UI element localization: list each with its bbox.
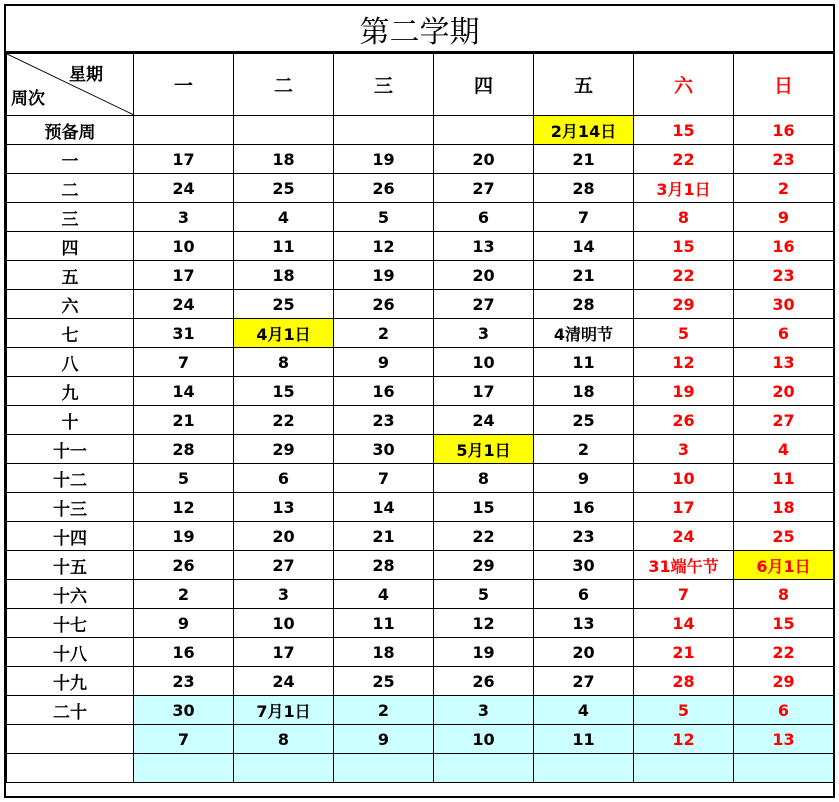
week-row [7,116,834,145]
date-cell: 16 [734,116,834,145]
date-cell: 12 [434,609,534,638]
week-label-cell: 十五 [7,551,134,580]
week-label-cell: 六 [7,290,134,319]
week-label-cell: 十一 [7,435,134,464]
week-label-cell: 一 [7,145,134,174]
date-cell: 25 [234,290,334,319]
date-cell: 28 [534,174,634,203]
week-row [7,522,834,551]
date-cell: 2 [534,435,634,464]
date-cell: 2 [334,319,434,348]
date-cell: 17 [434,377,534,406]
date-cell: 15 [734,609,834,638]
date-cell: 17 [134,261,234,290]
date-cell: 10 [434,725,534,754]
date-cell [234,754,334,783]
week-row [7,638,834,667]
date-cell [634,754,734,783]
date-cell: 28 [534,290,634,319]
week-row [7,145,834,174]
date-cell: 5 [634,696,734,725]
week-label-cell: 五 [7,261,134,290]
date-cell: 4 [334,580,434,609]
date-cell: 19 [134,522,234,551]
date-cell: 23 [734,145,834,174]
weekday-header-sun: 日 [734,54,834,116]
date-cell: 2月14日 [534,116,634,145]
date-cell: 11 [534,348,634,377]
week-row [7,551,834,580]
date-cell [534,754,634,783]
date-cell [134,116,234,145]
week-row [7,754,834,783]
date-cell: 21 [534,261,634,290]
date-cell: 11 [334,609,434,638]
week-row [7,290,834,319]
date-cell: 4月1日 [234,319,334,348]
date-cell [734,754,834,783]
date-cell: 13 [434,232,534,261]
week-label-cell: 十七 [7,609,134,638]
date-cell: 17 [634,493,734,522]
date-cell: 21 [334,522,434,551]
weekday-header-thu: 四 [434,54,534,116]
date-cell [334,754,434,783]
date-cell [434,754,534,783]
corner-label-week: 周次 [11,89,45,109]
date-cell: 10 [634,464,734,493]
date-cell: 5 [634,319,734,348]
date-cell: 4清明节 [534,319,634,348]
date-cell: 30 [334,435,434,464]
date-cell: 18 [334,638,434,667]
date-cell: 24 [134,290,234,319]
date-cell: 16 [534,493,634,522]
date-cell: 19 [334,261,434,290]
date-cell: 11 [734,464,834,493]
week-row [7,493,834,522]
date-cell: 4 [234,203,334,232]
date-cell: 23 [334,406,434,435]
date-cell: 2 [134,580,234,609]
date-cell: 6 [434,203,534,232]
week-label-cell [7,725,134,754]
date-cell: 11 [234,232,334,261]
date-cell: 28 [134,435,234,464]
date-cell: 24 [434,406,534,435]
date-cell: 27 [434,174,534,203]
date-cell: 20 [434,145,534,174]
date-cell: 14 [134,377,234,406]
date-cell: 8 [734,580,834,609]
date-cell [434,116,534,145]
date-cell: 24 [134,174,234,203]
date-cell: 21 [534,145,634,174]
date-cell: 6 [734,319,834,348]
weekday-header-fri: 五 [534,54,634,116]
date-cell: 7 [634,580,734,609]
date-cell: 15 [234,377,334,406]
date-cell: 7 [134,348,234,377]
date-cell: 9 [334,348,434,377]
date-cell: 10 [434,348,534,377]
date-cell: 23 [534,522,634,551]
date-cell: 19 [634,377,734,406]
date-cell: 16 [734,232,834,261]
date-cell: 11 [534,725,634,754]
date-cell: 27 [734,406,834,435]
semester-calendar [4,4,835,798]
date-cell: 17 [134,145,234,174]
date-cell: 5 [334,203,434,232]
week-row [7,174,834,203]
date-cell: 18 [534,377,634,406]
date-cell: 6 [734,696,834,725]
date-cell: 6月1日 [734,551,834,580]
week-label-cell: 八 [7,348,134,377]
week-row [7,319,834,348]
date-cell: 5 [434,580,534,609]
date-cell: 31端午节 [634,551,734,580]
week-label-cell: 七 [7,319,134,348]
date-cell: 3月1日 [634,174,734,203]
date-cell: 14 [534,232,634,261]
date-cell: 20 [734,377,834,406]
date-cell [134,754,234,783]
date-cell: 3 [634,435,734,464]
date-cell: 5月1日 [434,435,534,464]
date-cell: 7 [534,203,634,232]
date-cell: 10 [234,609,334,638]
date-cell: 31 [134,319,234,348]
week-row [7,232,834,261]
page-title: 第二学期 [6,6,833,53]
date-cell: 21 [634,638,734,667]
date-cell: 15 [634,116,734,145]
date-cell: 22 [434,522,534,551]
corner-label-weekday: 星期 [69,65,103,85]
date-cell: 12 [634,725,734,754]
date-cell: 18 [234,261,334,290]
week-label-cell: 三 [7,203,134,232]
date-cell: 26 [434,667,534,696]
date-cell: 28 [334,551,434,580]
date-cell: 20 [534,638,634,667]
weekday-header-tue: 二 [234,54,334,116]
date-cell: 25 [334,667,434,696]
week-row [7,609,834,638]
date-cell: 9 [734,203,834,232]
date-cell: 13 [734,725,834,754]
date-cell: 13 [534,609,634,638]
date-cell: 8 [234,725,334,754]
date-cell: 7 [334,464,434,493]
date-cell: 21 [134,406,234,435]
weekday-header-mon: 一 [134,54,234,116]
date-cell: 22 [634,145,734,174]
corner-header-cell [7,54,134,116]
date-cell: 14 [334,493,434,522]
date-cell: 3 [134,203,234,232]
date-cell: 27 [234,551,334,580]
date-cell: 15 [434,493,534,522]
date-cell: 6 [534,580,634,609]
date-cell: 24 [234,667,334,696]
date-cell: 3 [434,319,534,348]
date-cell: 9 [534,464,634,493]
week-row [7,464,834,493]
date-cell: 18 [734,493,834,522]
date-cell: 15 [634,232,734,261]
week-label-cell: 十六 [7,580,134,609]
week-label-cell: 九 [7,377,134,406]
calendar-table [6,53,834,783]
date-cell: 3 [234,580,334,609]
date-cell [334,116,434,145]
week-row [7,377,834,406]
date-cell: 18 [234,145,334,174]
week-label-cell [7,754,134,783]
date-cell: 9 [334,725,434,754]
date-cell: 5 [134,464,234,493]
date-cell: 4 [534,696,634,725]
date-cell: 25 [234,174,334,203]
date-cell: 7月1日 [234,696,334,725]
weekday-header-wed: 三 [334,54,434,116]
date-cell: 23 [134,667,234,696]
date-cell: 22 [734,638,834,667]
date-cell [234,116,334,145]
week-row [7,406,834,435]
date-cell: 6 [234,464,334,493]
week-row [7,435,834,464]
date-cell: 28 [634,667,734,696]
week-label-cell: 二 [7,174,134,203]
date-cell: 13 [734,348,834,377]
date-cell: 12 [334,232,434,261]
week-label-cell: 二十 [7,696,134,725]
date-cell: 19 [434,638,534,667]
week-label-cell: 四 [7,232,134,261]
date-cell: 25 [734,522,834,551]
date-cell: 13 [234,493,334,522]
date-cell: 9 [134,609,234,638]
date-cell: 2 [734,174,834,203]
date-cell: 29 [434,551,534,580]
date-cell: 27 [534,667,634,696]
date-cell: 19 [334,145,434,174]
date-cell: 23 [734,261,834,290]
date-cell: 22 [634,261,734,290]
week-label-cell: 十九 [7,667,134,696]
week-row [7,696,834,725]
weekday-header-sat: 六 [634,54,734,116]
date-cell: 16 [334,377,434,406]
date-cell: 20 [434,261,534,290]
week-label-cell: 十 [7,406,134,435]
week-label-cell: 十三 [7,493,134,522]
week-row [7,725,834,754]
date-cell: 4 [734,435,834,464]
week-label-cell: 十四 [7,522,134,551]
date-cell: 30 [534,551,634,580]
date-cell: 29 [234,435,334,464]
week-row [7,261,834,290]
date-cell: 14 [634,609,734,638]
date-cell: 20 [234,522,334,551]
week-row [7,667,834,696]
calendar-body [7,54,834,783]
date-cell: 30 [734,290,834,319]
date-cell: 8 [634,203,734,232]
week-label-cell: 十八 [7,638,134,667]
week-row [7,348,834,377]
week-row [7,580,834,609]
date-cell: 27 [434,290,534,319]
date-cell: 22 [234,406,334,435]
week-label-cell: 预备周 [7,116,134,145]
date-cell: 8 [234,348,334,377]
date-cell: 8 [434,464,534,493]
date-cell: 16 [134,638,234,667]
date-cell: 29 [634,290,734,319]
date-cell: 26 [134,551,234,580]
date-cell: 10 [134,232,234,261]
weekday-header-row [7,54,834,116]
date-cell: 26 [334,174,434,203]
date-cell: 17 [234,638,334,667]
week-label-cell: 十二 [7,464,134,493]
date-cell: 3 [434,696,534,725]
date-cell: 26 [334,290,434,319]
date-cell: 30 [134,696,234,725]
date-cell: 12 [634,348,734,377]
date-cell: 26 [634,406,734,435]
week-row [7,203,834,232]
date-cell: 12 [134,493,234,522]
date-cell: 7 [134,725,234,754]
date-cell: 2 [334,696,434,725]
date-cell: 25 [534,406,634,435]
date-cell: 24 [634,522,734,551]
date-cell: 29 [734,667,834,696]
